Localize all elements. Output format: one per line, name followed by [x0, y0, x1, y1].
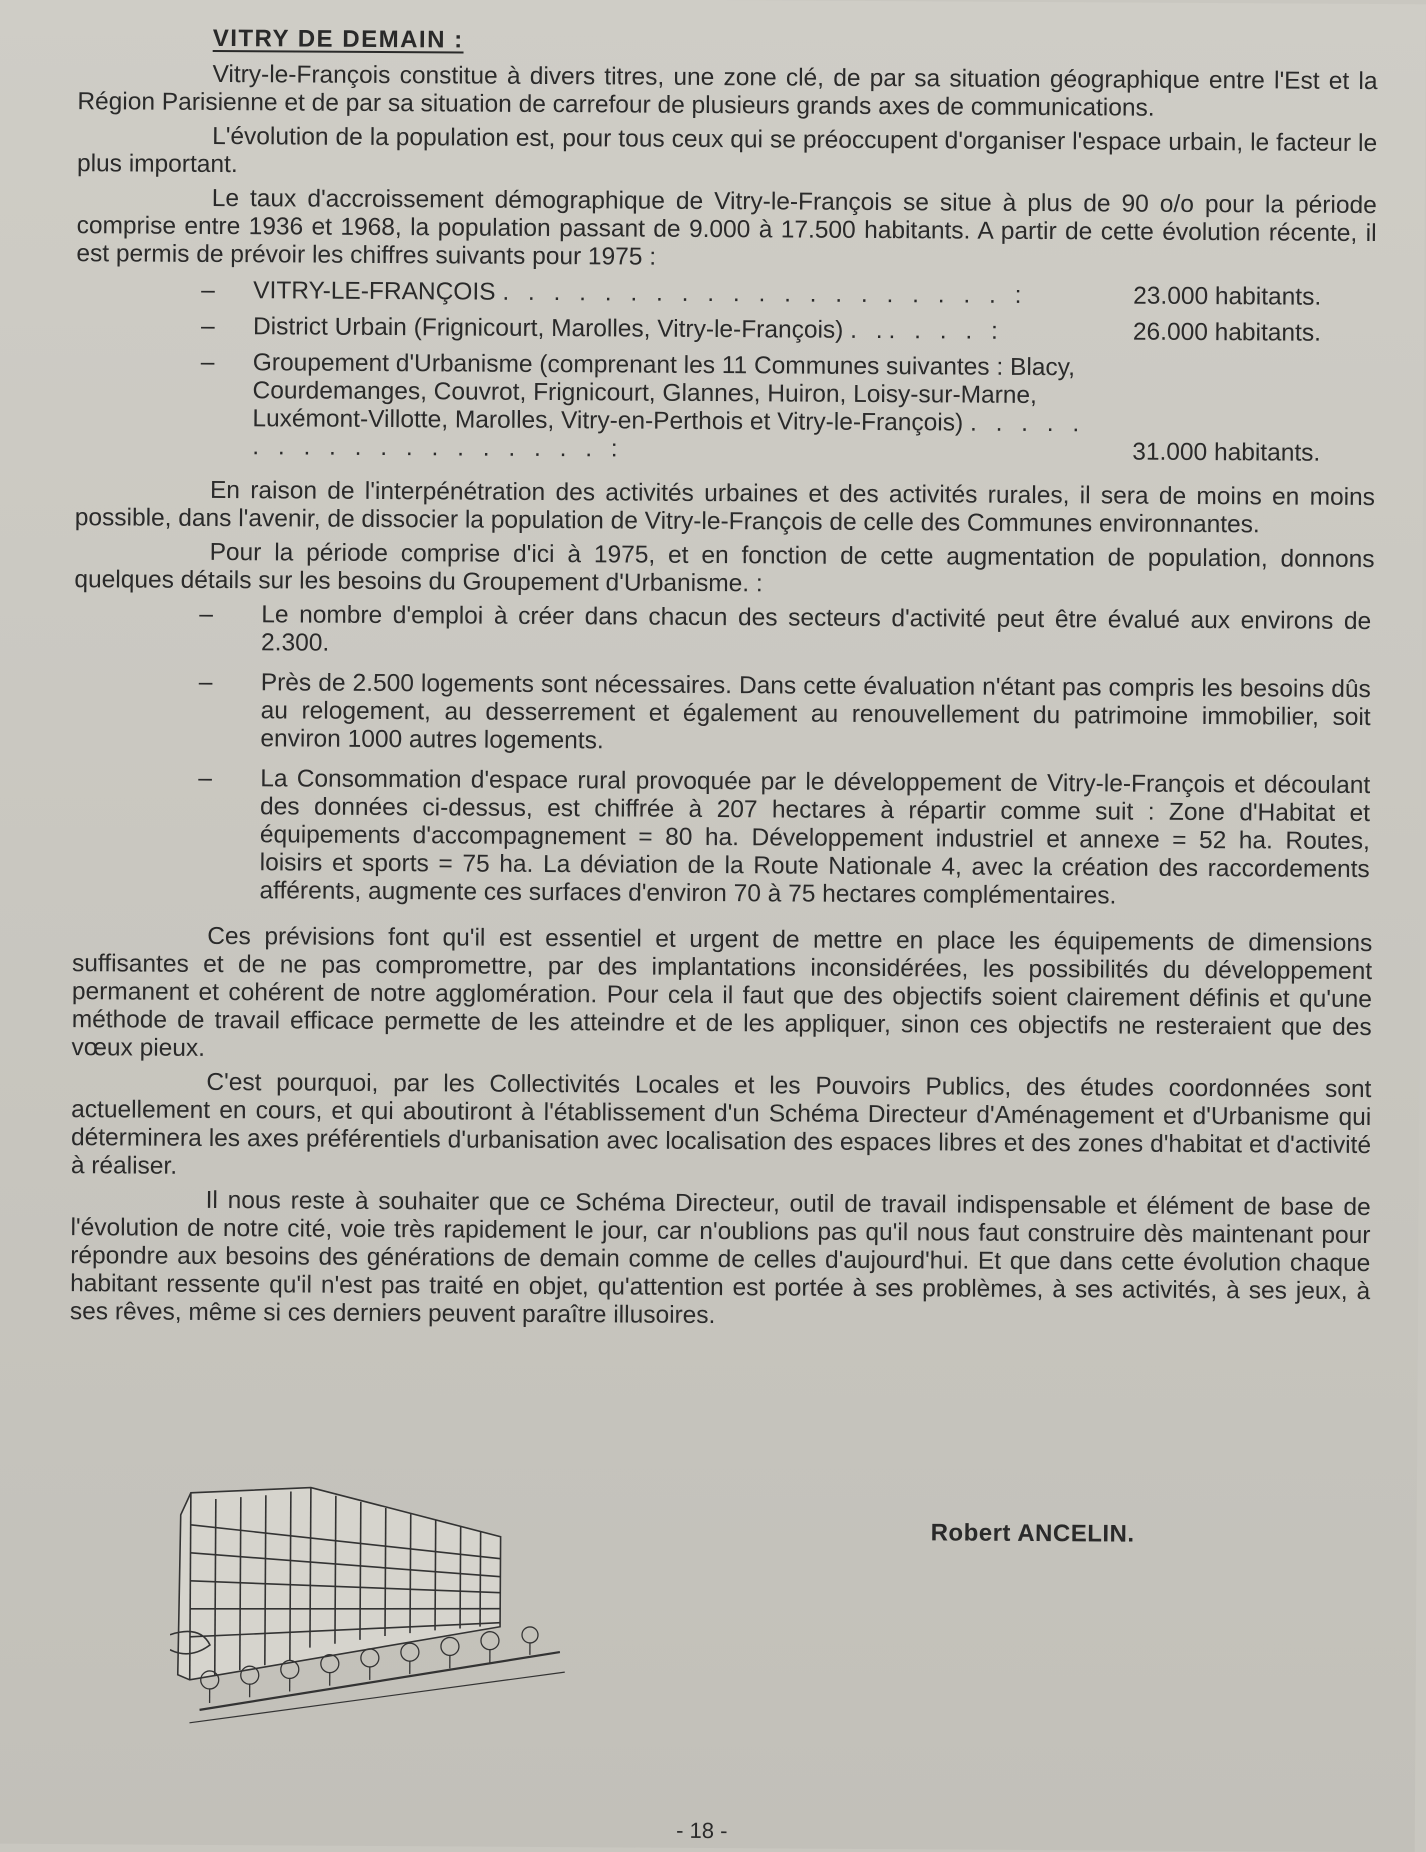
needs-item: [72, 764, 1373, 912]
needs-item-text: Le nombre d'emploi à créer dans chacun des secteurs d'activité peut être évalué aux environs de 2.300.: [261, 601, 1371, 664]
forecast-value: 26.000 habitants.: [1133, 319, 1321, 348]
leader-dots: . . . . . . . . . . . . . . . . . . . . :: [502, 279, 1027, 309]
paragraph-interpenetration: En raison de l'interpénétration des activités urbaines et des activités rurales, il sera de moins en moins possible, dans l'avenir, de dissocier la population de Vitry-le-François de celle des Communes environnantes.: [75, 476, 1375, 540]
list-dash: –: [201, 277, 253, 305]
forecast-label: VITRY-LE-FRANÇOIS: [253, 277, 496, 305]
paragraph-growth-rate: Le taux d'accroissement démographique de Vitry-le-François se situe à plus de 90 o/o pour la période comprise entre 1936 et 1968, la population passant de 9.000 à 17.500 habitants. A partir de cette évolution récente, il est permis de prévoir les chiffres suivants pour 1975 :: [76, 184, 1376, 276]
forecast-label: District Urbain (Frignicourt, Marolles, Vitry-le-François): [253, 313, 844, 344]
needs-item-text: La Consommation d'espace rural provoquée par le développement de Vitry-le-François et découlant des données ci-dessus, est chiffrée à 207 hectares à répartir comme suit : Zone d'Habitat et équipements d'accompagnement = 80 ha. Développement industriel et annexe = 52 ha. Routes, loisirs et sports = 75 ha. La déviation de la Route Nationale 4, avec la création des raccordements afférents, augmente ces surfaces d'environ 70 à 75 hectares complémentaires.: [259, 765, 1370, 912]
leader-dots: . . . . . . . . . . . . . . . . . . . :: [252, 410, 1085, 463]
list-dash: –: [201, 349, 253, 377]
needs-list: [72, 600, 1374, 912]
paragraph-needs-intro: Pour la période comprise d'ici à 1975, et en fonction de cette augmentation de population, donnons quelques détails sur les besoins du Groupement d'Urbanisme. :: [74, 538, 1374, 602]
needs-item-text: Près de 2.500 logements sont nécessaires. Dans cette évaluation n'étant pas compris les besoins dûs au relogement, au desserrement et également au renouvellement du patrimoine immobilier, soit environ 1000 autres logements.: [260, 669, 1370, 760]
list-dash: –: [201, 313, 253, 341]
paragraph-location: Vitry-le-François constitue à divers titres, une zone clé, de par sa situation géographique entre l'Est et la Région Parisienne et de par sa situation de carrefour de plusieurs grands axes de communications.: [77, 60, 1377, 124]
leader-dots: . .. . . . :: [850, 317, 1004, 345]
apartment-building-illustration: [169, 1475, 571, 1727]
forecast-value: 31.000 habitants.: [1132, 439, 1320, 468]
forecast-row: [76, 276, 1376, 312]
needs-item: [73, 668, 1373, 760]
author-signature: Robert ANCELIN.: [931, 1519, 1135, 1548]
paragraph-population: L'évolution de la population est, pour tous ceux qui se préoccupent d'organiser l'espace urbain, le facteur le plus important.: [77, 122, 1377, 186]
page-number: - 18 -: [0, 1814, 1415, 1849]
paragraph-studies: C'est pourquoi, par les Collectivités Locales et les Pouvoirs Publics, des études coordonnées sont actuellement en cours, et qui aboutiront à l'établissement d'un Schéma Directeur d'Aménagement et d'Urbanisme qui déterminera les axes préférentiels d'urbanisation avec localisation des espaces libres et des zones d'habitat et d'activité à réaliser.: [71, 1068, 1372, 1188]
paragraph-forecasts: Ces prévisions font qu'il est essentiel et urgent de mettre en place les équipements de dimensions suffisantes et de ne pas compromettre, par des implantations inconsidérées, les possibilités du développement permanent et cohérent de notre agglomération. Pour cela il faut que des objectifs soient clairement définis et qu'une méthode de travail efficace permette de les atteindre et de les appliquer, sinon ces objectifs ne resteraient que des vœux pieux.: [72, 922, 1373, 1070]
article-title: VITRY DE DEMAIN :: [213, 25, 1378, 60]
population-forecast-list: [75, 276, 1376, 468]
forecast-value: 23.000 habitants.: [1133, 283, 1321, 312]
forecast-label: Groupement d'Urbanisme (comprenant les 11 Communes suivantes : Blacy, Courdemanges, Couvrot, Frignicourt, Glannes, Huiron, Loisy-sur-Marne, Luxémont-Villotte, Marolles, Vitry-en-Perthois et Vitry-le-François): [252, 349, 1075, 436]
list-dash: –: [198, 669, 261, 753]
needs-item: [74, 600, 1374, 664]
list-dash: –: [197, 765, 260, 905]
article-body: [70, 24, 1378, 1340]
forecast-row: [76, 312, 1376, 348]
forecast-row: [75, 348, 1376, 468]
paragraph-conclusion: Il nous reste à souhaiter que ce Schéma Directeur, outil de travail indispensable et élément de base de l'évolution de notre cité, voie très rapidement le jour, car n'oublions pas qu'il nous faut construire dès maintenant pour répondre aux besoins des générations de demain comme de celles d'aujourd'hui. Et que dans cette évolution chaque habitant ressente qu'il n'est pas traité en objet, qu'attention est portée à ses problèmes, à ses activités, à ses jeux, à ses rêves, même si ces derniers peuvent paraître illusoires.: [70, 1186, 1371, 1334]
list-dash: –: [199, 601, 261, 657]
